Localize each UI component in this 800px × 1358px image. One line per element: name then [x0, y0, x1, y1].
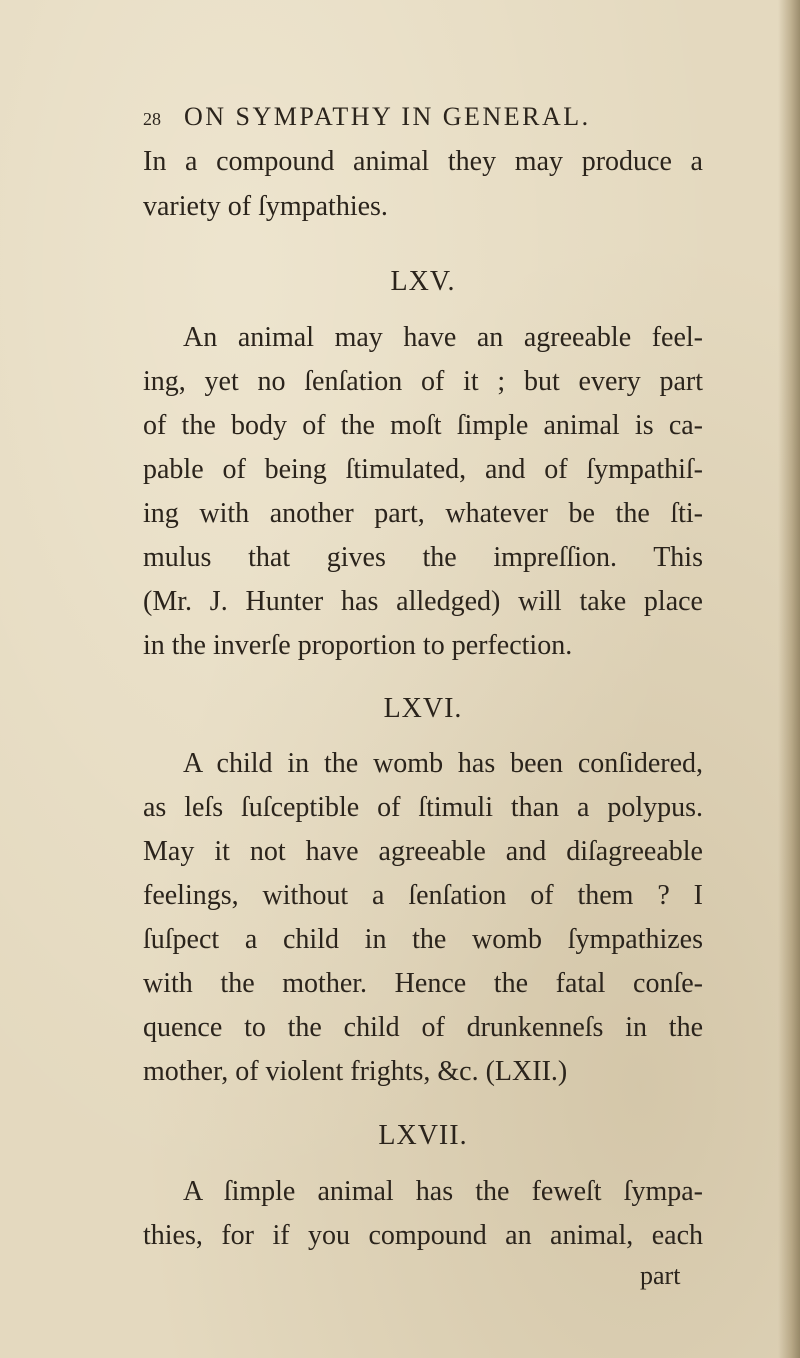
text-line: May it not have agreeable and diſagreeable: [143, 836, 703, 867]
text-line: feelings, without a ſenſation of them ? I: [143, 880, 703, 911]
text-line: An animal may have an agreeable feel-: [183, 322, 703, 353]
section-heading: LXVII.: [378, 1120, 468, 1151]
text-line: thies, for if you compound an animal, each: [143, 1220, 703, 1251]
running-head-title: ON SYMPATHY IN GENERAL.: [184, 102, 591, 131]
text-line: ing, yet no ſenſation of it ; but every part: [143, 366, 703, 397]
text-line: A ſimple animal has the feweſt ſympa-: [183, 1176, 703, 1207]
section-heading: LXVI.: [383, 693, 463, 724]
text-line: (Mr. J. Hunter has alledged) will take place: [143, 586, 703, 617]
text-line: quence to the child of drunkenneſs in the: [143, 1012, 703, 1043]
text-line: of the body of the moſt ſimple animal is ca-: [143, 410, 703, 441]
page-number: 28: [143, 109, 161, 129]
page-edge-shadow: [778, 0, 800, 1358]
text-line: ſuſpect a child in the womb ſympathizes: [143, 924, 703, 955]
text-line: A child in the womb has been conſidered,: [183, 748, 703, 779]
text-line: mother, of violent frights, &c. (LXII.): [143, 1056, 568, 1087]
text-line: in the inverſe proportion to perfection.: [143, 630, 573, 661]
running-head: [143, 102, 703, 138]
catchword: part: [640, 1261, 681, 1290]
section-heading: LXV.: [390, 266, 456, 297]
text-line: mulus that gives the impreſſion. This: [143, 542, 703, 573]
text-line: as leſs ſuſceptible of ſtimuli than a polypus.: [143, 792, 703, 823]
text-line: In a compound animal they may produce a: [143, 146, 703, 177]
text-line: ing with another part, whatever be the ſti-: [143, 498, 703, 529]
text-line: with the mother. Hence the fatal conſe-: [143, 968, 703, 999]
text-line: variety of ſympathies.: [143, 191, 388, 222]
text-line: pable of being ſtimulated, and of ſympathiſ-: [143, 454, 703, 485]
